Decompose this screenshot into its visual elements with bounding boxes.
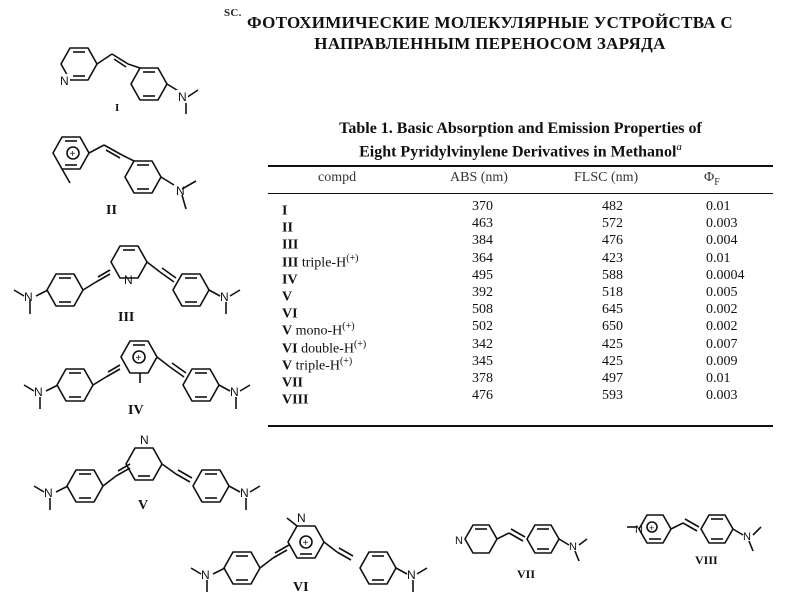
compound-sup: (+) bbox=[346, 252, 359, 264]
flsc-value: 518 bbox=[602, 284, 623, 300]
plus-charge: + bbox=[69, 149, 76, 160]
table-row bbox=[282, 318, 772, 339]
flsc-value: 650 bbox=[602, 319, 623, 335]
table-caption-line-2 bbox=[268, 138, 773, 161]
table-row bbox=[282, 215, 772, 236]
flsc-value: 476 bbox=[602, 233, 623, 249]
abs-value: 502 bbox=[472, 319, 493, 335]
plus-charge: + bbox=[302, 538, 309, 549]
compound-name bbox=[282, 387, 308, 409]
phi-value: 0.0004 bbox=[706, 267, 745, 283]
compound-roman: VI bbox=[282, 306, 298, 322]
abs-value: 476 bbox=[472, 388, 493, 404]
nitrogen-atom: N bbox=[407, 568, 416, 582]
flsc-value: 482 bbox=[602, 199, 623, 214]
nitrogen-atom: N bbox=[140, 433, 149, 447]
flsc-value: 572 bbox=[602, 216, 623, 232]
phi-value: 0.002 bbox=[706, 302, 738, 318]
structure-vii bbox=[455, 515, 615, 581]
nitrogen-atom: N bbox=[24, 290, 33, 304]
plus-charge: + bbox=[135, 353, 142, 364]
structure-iii-drawing bbox=[10, 240, 250, 320]
compound-roman: III bbox=[282, 238, 299, 254]
compound-suffix: mono-H bbox=[292, 323, 343, 339]
flsc-value: 425 bbox=[602, 336, 623, 352]
abs-value: 364 bbox=[472, 250, 493, 266]
nitrogen-atom: N bbox=[178, 90, 187, 104]
table-top-rule bbox=[268, 165, 773, 167]
compound-sup: (+) bbox=[339, 355, 353, 367]
structure-iv bbox=[20, 335, 260, 418]
compound-sup: (+) bbox=[353, 338, 367, 350]
compound-roman: V bbox=[282, 358, 293, 374]
structure-label-v: V bbox=[138, 498, 149, 513]
caption-footnote-mark: a bbox=[676, 141, 682, 153]
structure-vi-drawing bbox=[185, 500, 445, 595]
column-header-abs: ABS (nm) bbox=[450, 170, 508, 185]
nitrogen-atom: N bbox=[220, 290, 229, 304]
table-caption-line-2-text: Eight Pyridylvinylene Derivatives in Methanol bbox=[359, 143, 677, 161]
phi-symbol: Φ bbox=[704, 170, 715, 185]
compound-suffix: triple-H bbox=[298, 255, 347, 271]
phi-value: 0.007 bbox=[706, 336, 738, 352]
structure-ii-drawing bbox=[40, 125, 240, 215]
table-header-rule bbox=[268, 193, 773, 194]
compound-roman: V bbox=[282, 289, 293, 305]
table-row bbox=[282, 232, 772, 254]
phi-value: 0.01 bbox=[706, 199, 731, 214]
compound-suffix: triple-H bbox=[292, 358, 340, 374]
structure-viii bbox=[625, 505, 790, 565]
compound-suffix: double-H bbox=[297, 341, 354, 357]
table-caption-line-1: Table 1. Basic Absorption and Emission Properties of bbox=[339, 120, 702, 137]
phi-value: 0.01 bbox=[706, 370, 731, 386]
structure-i-drawing bbox=[40, 30, 240, 130]
phi-value: 0.01 bbox=[706, 250, 731, 266]
compound-sup: (+) bbox=[342, 321, 355, 333]
table-row bbox=[282, 336, 772, 357]
nitrogen-atom: N bbox=[34, 385, 43, 399]
nitrogen-atom: N bbox=[60, 74, 69, 88]
compound-roman: II bbox=[282, 220, 293, 236]
flsc-value: 497 bbox=[602, 370, 623, 386]
clipped-text: SC. bbox=[224, 7, 242, 19]
table-row bbox=[282, 284, 772, 305]
slide-title bbox=[190, 7, 790, 54]
abs-value: 370 bbox=[472, 199, 493, 214]
structure-label-vi: VI bbox=[293, 580, 309, 595]
compound-roman: VII bbox=[282, 375, 304, 391]
structure-label-viii: VIII bbox=[695, 553, 718, 567]
structure-label-i: I bbox=[115, 102, 120, 114]
structure-label-iii: III bbox=[118, 310, 135, 325]
table-row bbox=[282, 267, 772, 288]
flsc-value: 588 bbox=[602, 267, 623, 283]
nitrogen-atom: N bbox=[297, 511, 306, 525]
phi-value: 0.003 bbox=[706, 388, 738, 404]
table-body bbox=[282, 198, 772, 408]
compound-roman: VI bbox=[282, 341, 298, 357]
abs-value: 508 bbox=[472, 302, 493, 318]
structure-iii bbox=[10, 240, 250, 325]
table-row bbox=[282, 353, 772, 374]
structure-label-vii: VII bbox=[517, 567, 536, 581]
nitrogen-atom: N bbox=[455, 535, 463, 547]
nitrogen-atom: N bbox=[240, 486, 249, 500]
compound-roman: IV bbox=[282, 272, 298, 288]
nitrogen-atom: N bbox=[201, 568, 210, 582]
flsc-value: 645 bbox=[602, 302, 623, 318]
abs-value: 342 bbox=[472, 336, 493, 352]
structure-vi bbox=[185, 500, 445, 595]
nitrogen-atom: N bbox=[44, 486, 53, 500]
table-caption bbox=[268, 119, 773, 161]
phi-value: 0.004 bbox=[706, 233, 738, 249]
table-row bbox=[282, 198, 772, 219]
abs-value: 495 bbox=[472, 267, 493, 283]
nitrogen-atom: N bbox=[743, 531, 751, 543]
table-row bbox=[282, 370, 772, 391]
structure-i bbox=[40, 30, 240, 130]
slide-title-line-1: ФОТОХИМИЧЕСКИЕ МОЛЕКУЛЯРНЫЕ УСТРОЙСТВА С bbox=[246, 13, 734, 32]
column-header-flsc: FLSC (nm) bbox=[574, 170, 639, 185]
abs-value: 463 bbox=[472, 216, 493, 232]
nitrogen-atom: N bbox=[569, 541, 577, 553]
nitrogen-atom: N bbox=[230, 385, 239, 399]
abs-value: 384 bbox=[472, 233, 493, 249]
table-bottom-rule bbox=[268, 425, 773, 427]
flsc-value: 593 bbox=[602, 388, 623, 404]
table-row bbox=[282, 250, 772, 271]
nitrogen-atom: N bbox=[124, 273, 133, 287]
structure-vii-drawing bbox=[455, 515, 615, 575]
abs-value: 378 bbox=[472, 370, 493, 386]
flsc-value: 425 bbox=[602, 353, 623, 369]
slide-title-line-2: НАПРАВЛЕННЫМ ПЕРЕНОСОМ ЗАРЯДА bbox=[314, 34, 666, 53]
nitrogen-atom: N bbox=[635, 524, 643, 536]
compound-roman: V bbox=[282, 323, 293, 339]
nitrogen-atom: N bbox=[176, 184, 185, 198]
compound-roman: VIII bbox=[282, 392, 309, 408]
phi-value: 0.009 bbox=[706, 353, 738, 369]
structure-label-iv: IV bbox=[128, 403, 144, 418]
flsc-value: 423 bbox=[602, 250, 623, 266]
phi-subscript: F bbox=[714, 176, 720, 188]
phi-value: 0.005 bbox=[706, 284, 738, 300]
column-header-phi bbox=[704, 170, 720, 188]
plus-charge: + bbox=[649, 523, 655, 533]
structure-label-ii: II bbox=[106, 203, 117, 218]
table-row bbox=[282, 301, 772, 322]
structure-ii bbox=[40, 125, 240, 218]
compound-roman: I bbox=[282, 203, 288, 219]
compound-roman: III bbox=[282, 255, 299, 271]
abs-value: 345 bbox=[472, 353, 493, 369]
phi-value: 0.002 bbox=[706, 319, 738, 335]
column-header-compd: compd bbox=[318, 170, 357, 185]
phi-value: 0.003 bbox=[706, 216, 738, 232]
table-row bbox=[282, 387, 772, 408]
abs-value: 392 bbox=[472, 284, 493, 300]
